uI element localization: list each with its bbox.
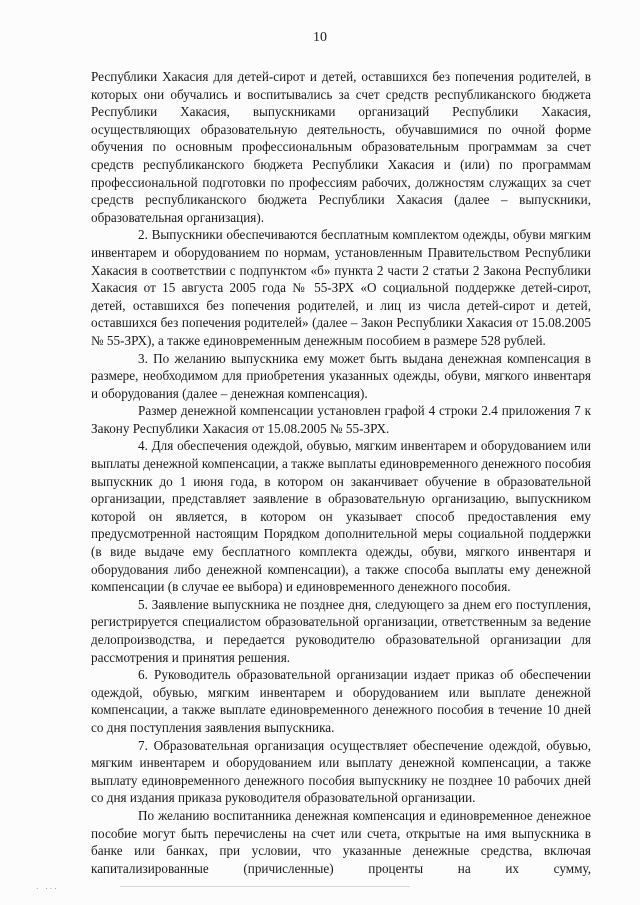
- scan-artifact-line: [120, 886, 410, 887]
- paragraph-7: 7. Образовательная организация осуществляет обеспечение одеждой, обувью, мягким инвентарем и оборудованием или выплату денежной компенсации, а также выплату единовременного денежного пособия выпускнику не позднее 10 рабочих дней со дня издания приказа руководителя образовательной организации.: [91, 737, 591, 806]
- paragraph-7-transfer: По желанию воспитанника денежная компенсация и единовременное денежное пособие могут быть перечислены на счет или счета, открытые на имя выпускника в банке или банках, при условии, что указанные денежные средства, включая капитализированные (причисленные) проценты на их сумму,: [91, 807, 591, 876]
- scan-artifact-dots: . ...: [36, 882, 59, 891]
- page-number: 10: [313, 30, 327, 45]
- paragraph-2: 2. Выпускники обеспечиваются бесплатным комплектом одежды, обуви мягким инвентарем и оборудованием по нормам, установленным Правительством Республики Хакасия в соответствии с подпунктом «б» пункта 2 части 2 статьи 2 Закона Республики Хакасия от 15 августа 2005 года № 55-ЗРХ «О социальной поддержке детей-сирот, детей, оставшихся без попечения родителей, и лиц из числа детей-сирот и детей, оставшихся без попечения родителей» (далее – Закон Республики Хакасия от 15.08.2005 № 55-ЗРХ), а также единовременным денежным пособием в размере 528 рублей.: [91, 227, 591, 348]
- paragraph-6: 6. Руководитель образовательной организации издает приказ об обеспечении одеждой, обувью, мягким инвентарем и оборудованием или выплате денежной компенсации, а также выплате единовременного денежного пособия в течение 10 дней со дня поступления заявления выпускника.: [91, 667, 591, 735]
- paragraph-5: 5. Заявление выпускника не позднее дня, следующего за днем его поступления, регистрируется специалистом образовательной организации, ответственным за ведение делопроизводства, и передается руководителю образовательной организации для рассмотрения и принятия решения.: [91, 596, 591, 665]
- paragraph-4: 4. Для обеспечения одеждой, обувью, мягким инвентарем и оборудованием или выплаты денежной компенсации, а также выплаты единовременного денежного пособия выпускник до 1 июня года, в котором он заканчивает обучение в образовательной организации, представляет заявление в образовательную организацию, выпускником которой он является, в котором он указывает способ предоставления ему предусмотренной настоящим Порядком дополнительной меры социальной поддержки (в виде выдаче ему бесплатного комплекта одежды, обуви, мягкого инвентаря и оборудования либо денежной компенсации), а также способа выплаты ему денежной компенсации (в случае ее выбора) и единовременного денежного пособия.: [91, 438, 591, 595]
- paragraph-3: 3. По желанию выпускника ему может быть выдана денежная компенсация в размере, необходимом для приобретения указанных одежды, обуви, мягкого инвентаря и оборудования (далее – денежная компенсация).: [91, 350, 591, 401]
- paragraph-continuation: Республики Хакасия для детей-сирот и детей, оставшихся без попечения родителей, в которых они обучались и воспитывались за счет средств республиканского бюджета Республики Хакасия, выпускниками организаций Республики Хакасия, осуществляющих образовательную деятельность, обучавшимися по очной форме обучения по основным профессиональным образовательным программам за счет средств республиканского бюджета Республики Хакасия и (или) по программам профессиональной подготовки по профессиям рабочих, должностям служащих за счет средств республиканского бюджета Республики Хакасия (далее – выпускники, образовательная организация).: [91, 69, 591, 225]
- document-body: [91, 68, 591, 877]
- paragraph-3-compensation-size: Размер денежной компенсации установлен графой 4 строки 2.4 приложения 7 к Закону Республики Хакасия от 15.08.2005 № 55-ЗРХ.: [91, 403, 591, 436]
